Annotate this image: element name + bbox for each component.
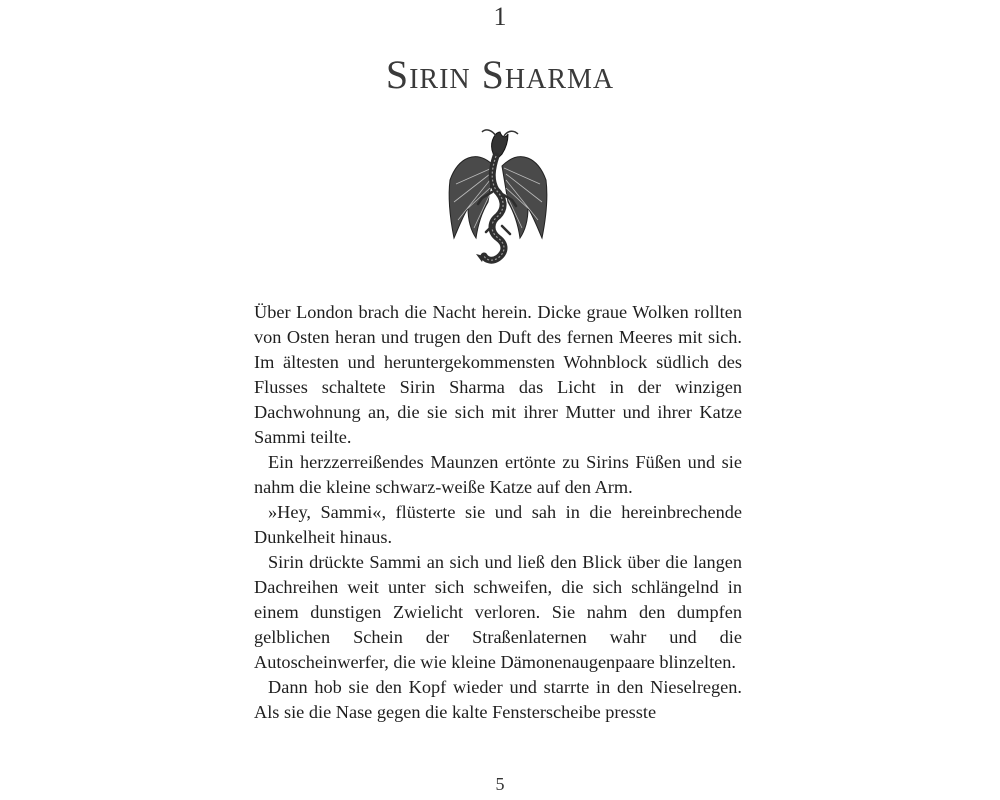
paragraph: Sirin drückte Sammi an sich und ließ den Blick über die langen Dachreihen weit unter sich schweifen, die sich schlängelnd in einem dunstigen Zwielicht verloren. Sie nahm den dumpfen gelblichen Schein der Straßenlaternen wahr und die Autoscheinwerfer, die wie kleine Dämonenaugenpaare blinzelten. [254,552,742,672]
chapter-body [254,300,742,725]
paragraph: Ein herzzerreißendes Maunzen ertönte zu Sirins Füßen und sie nahm die kleine schwarz-weiße Katze auf den Arm. [254,452,742,497]
paragraph: Dann hob sie den Kopf wieder und starrte in den Nieselregen. Als sie die Nase gegen die kalte Fensterscheibe presste [254,677,742,722]
dragon-icon [446,128,550,268]
chapter-title: Sirin Sharma [385,52,615,97]
book-page [248,0,752,800]
paragraph: Über London brach die Nacht herein. Dicke graue Wolken rollten von Osten heran und trugen den Duft des fernen Meeres mit sich. Im ältesten und heruntergekommensten Wohnblock südlich des Flusses schaltete Sirin Sharma das Licht in der winzigen Dachwohnung an, die sie sich mit ihrer Mutter und ihrer Katze Sammi teilte. [254,302,742,447]
chapter-number: 1 [493,2,507,31]
page-number: 5 [495,774,505,794]
paragraph: »Hey, Sammi«, flüsterte sie und sah in die hereinbrechende Dunkelheit hinaus. [254,502,742,547]
